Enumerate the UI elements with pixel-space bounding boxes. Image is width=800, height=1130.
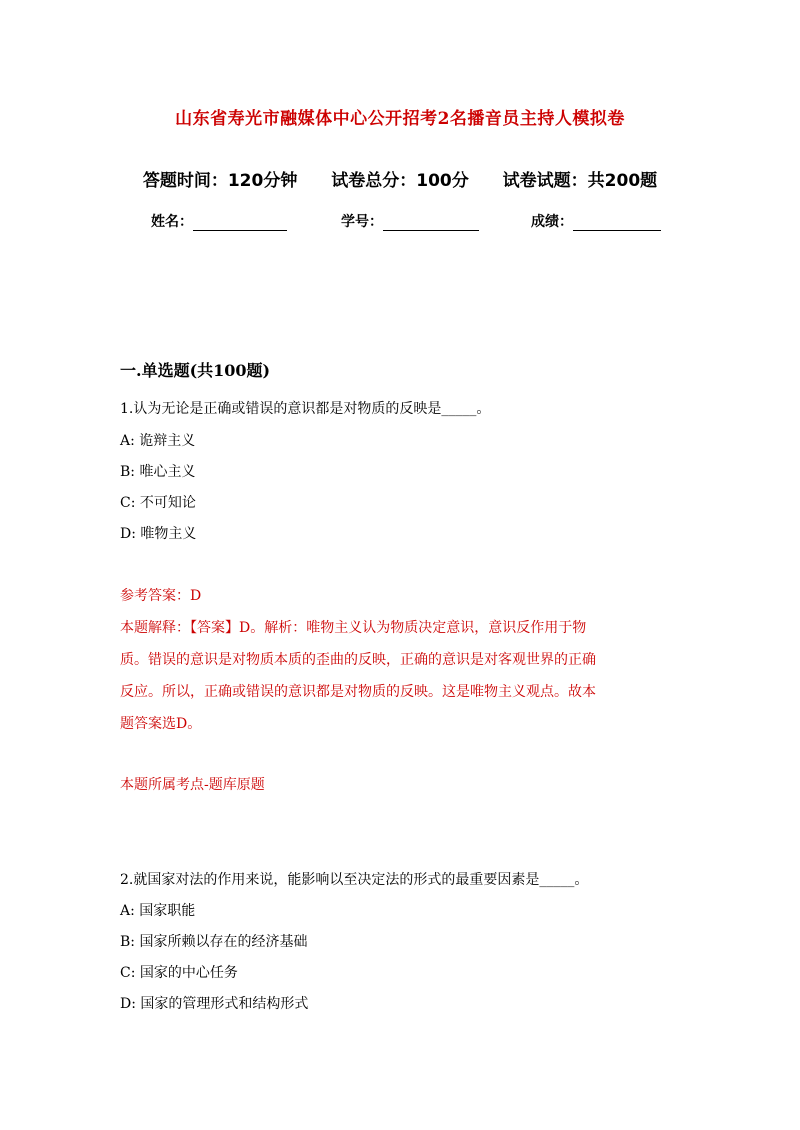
student-number-field xyxy=(341,211,531,231)
question-2-option-d: D: 国家的管理形式和结构形式 xyxy=(120,996,309,1012)
student-number-blank xyxy=(383,214,479,231)
question-2-option-a: A: 国家职能 xyxy=(120,903,196,919)
question-2-text: 2.就国家对法的作用来说，能影响以至决定法的形式的最重要因素是_____。 xyxy=(120,872,589,888)
score-label: 成绩： xyxy=(531,214,573,230)
question-1-text: 1.认为无论是正确或错误的意识都是对物质的反映是_____。 xyxy=(120,401,491,417)
name-label: 姓名： xyxy=(151,214,193,230)
question-1-option-a: A: 诡辩主义 xyxy=(120,433,196,449)
exam-question-count: 试卷试题：共200题 xyxy=(502,171,658,191)
question-1-option-b: B: 唯心主义 xyxy=(120,464,196,480)
name-field xyxy=(151,211,341,231)
question-2-option-c: C: 国家的中心任务 xyxy=(120,965,238,981)
explanation-line: 质。错误的意识是对物质本质的歪曲的反映，正确的意识是对客观世界的正确 xyxy=(120,652,596,668)
exam-time: 答题时间：120分钟 xyxy=(142,171,298,191)
student-number-label: 学号： xyxy=(341,214,383,230)
section-heading: 一.单选题(共100题) xyxy=(120,361,271,380)
question-1-point: 本题所属考点-题库原题 xyxy=(120,777,265,793)
name-blank xyxy=(193,214,287,231)
explanation-line: 题答案选D。 xyxy=(120,716,202,732)
exam-info-row xyxy=(0,166,800,191)
question-1-explanation xyxy=(120,612,676,740)
question-1-option-d: D: 唯物主义 xyxy=(120,526,197,542)
explanation-line: 反应。所以，正确或错误的意识都是对物质的反映。这是唯物主义观点。故本 xyxy=(120,684,596,700)
question-1-answer: 参考答案：D xyxy=(120,588,202,604)
exam-title: 山东省寿光市融媒体中心公开招考2名播音员主持人模拟卷 xyxy=(175,109,625,129)
score-blank xyxy=(573,214,661,231)
score-field xyxy=(531,211,661,231)
question-2-option-b: B: 国家所赖以存在的经济基础 xyxy=(120,934,308,950)
question-1-option-c: C: 不可知论 xyxy=(120,495,196,511)
exam-total-score: 试卷总分：100分 xyxy=(331,171,469,191)
student-fields xyxy=(151,211,661,231)
explanation-line: 本题解释：【答案】D。解析：唯物主义认为物质决定意识，意识反作用于物 xyxy=(120,620,587,636)
